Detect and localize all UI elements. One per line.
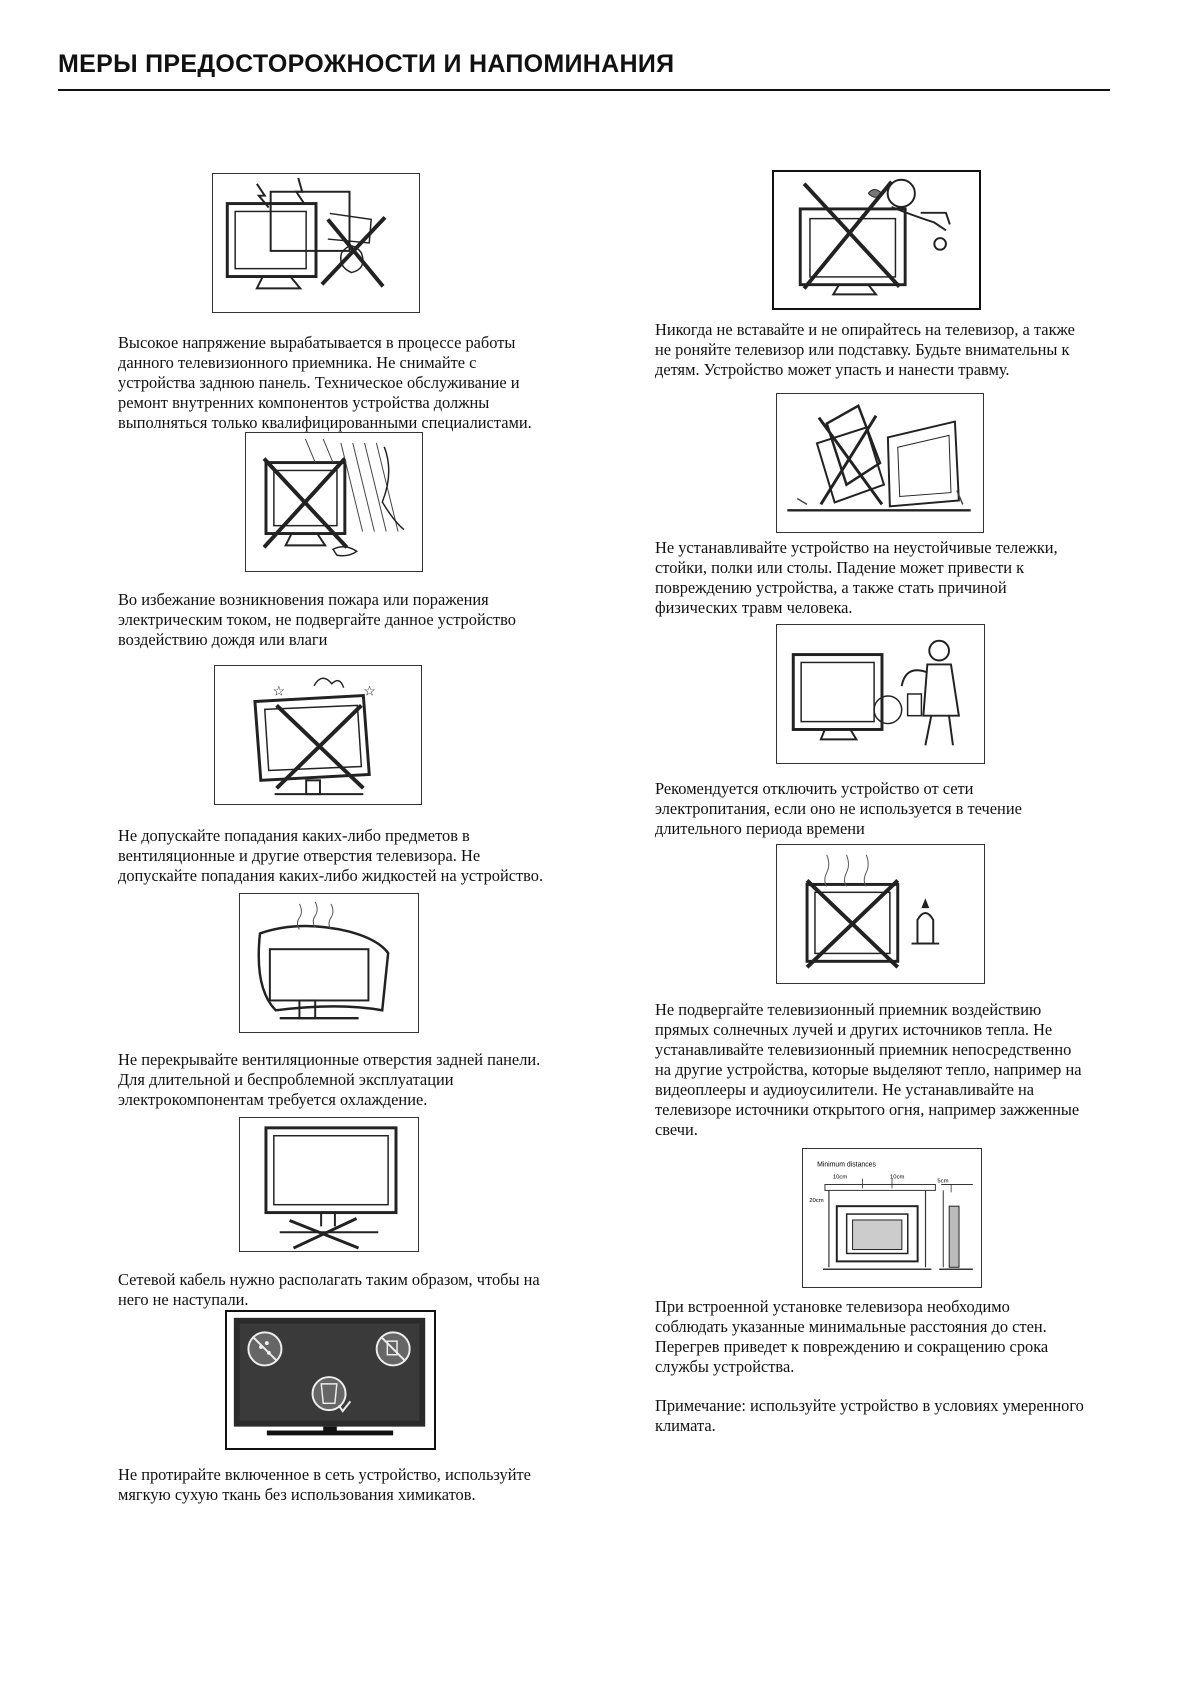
caption-child-climbing: Никогда не вставайте и не опирайтесь на телевизор, а также не роняйте телевизор или подставку. Будьте внимательны к детям. Устройство может упасть и нанести травму. (655, 320, 1075, 379)
caption-minimum-distances: При встроенной установке телевизора необходимо соблюдать указанные минимальные расстояния до стен. Перегрев приведет к повреждению и сокращению срока службы устройства. (655, 1297, 1049, 1376)
illustration-child-climbing (772, 170, 981, 310)
caption-power-cable: Сетевой кабель нужно располагать таким образом, чтобы на него не наступали. (118, 1270, 540, 1309)
diagram-distance-top-left: 10cm (832, 1174, 848, 1181)
caption-rain-moisture: Во избежание возникновения пожара или поражения электрическим током, не подвергайте данное устройство воздействию дождя или влаги (118, 590, 516, 649)
diagram-distance-top-right: 10cm (890, 1174, 905, 1181)
diagram-heading: Minimum distances (817, 1161, 876, 1169)
illustration-minimum-distances (802, 1148, 982, 1288)
caption-high-voltage: Высокое напряжение вырабатывается в процессе работы данного телевизионного приемника. Не снимайте с устройства заднюю панель. Техническое обслуживание и ремонт внутренних компонентов устройства должны выполняться только квалифицированными специалистами. (118, 333, 532, 432)
caption-cleaning: Не протирайте включенное в сеть устройство, используйте мягкую сухую ткань без использования химикатов. (118, 1465, 531, 1504)
svg-text:☆: ☆ (272, 683, 286, 700)
diagram-distance-bottom: 20cm (809, 1198, 824, 1205)
illustration-high-voltage (212, 173, 420, 313)
illustration-power-cable (239, 1117, 419, 1252)
caption-objects-openings: Не допускайте попадания каких-либо предметов в вентиляционные и другие отверстия телевизора. Не допускайте попадания каких-либо жидкостей на устройство. (118, 826, 544, 885)
svg-text:☆: ☆ (363, 683, 376, 700)
caption-unstable-stand: Не устанавливайте устройство на неустойчивые тележки, стойки, полки или столы. Падение может привести к повреждению устройства, а также стать причиной физических травм человека. (655, 538, 1058, 617)
illustration-rain-moisture (245, 432, 423, 572)
page-title: МЕРЫ ПРЕДОСТОРОЖНОСТИ И НАПОМИНАНИЯ (58, 50, 675, 78)
diagram-distance-side: 5cm (937, 1178, 949, 1185)
spray-prohibited-icon (248, 1332, 281, 1365)
title-rule (58, 89, 1110, 91)
caption-heat-sources: Не подвергайте телевизионный приемник воздействию прямых солнечных лучей и других источников тепла. Не устанавливайте телевизионный приемник непосредственно на другие устройства, которые выделяют тепло, например на видеоплееры и аудиоусилители. Не устанавливайте на телевизоре источники открытого огня, например зажженные свечи. (655, 1000, 1082, 1139)
illustration-objects-openings (214, 665, 422, 805)
liquid-prohibited-icon (377, 1332, 410, 1365)
illustration-cleaning (225, 1310, 436, 1450)
illustration-unstable-stand (776, 393, 984, 533)
illustration-heat-sources (776, 844, 985, 984)
caption-ventilation: Не перекрывайте вентиляционные отверстия задней панели. Для длительной и беспроблемной эксплуатации электрокомпонентам требуется охлаждение. (118, 1050, 541, 1109)
illustration-ventilation (239, 893, 419, 1033)
caption-unplug: Рекомендуется отключить устройство от сети электропитания, если оно не используется в течение длительного периода времени (655, 779, 1022, 838)
note-climate: Примечание: используйте устройство в условиях умеренного климата. (655, 1396, 1084, 1435)
illustration-unplug (776, 624, 985, 764)
